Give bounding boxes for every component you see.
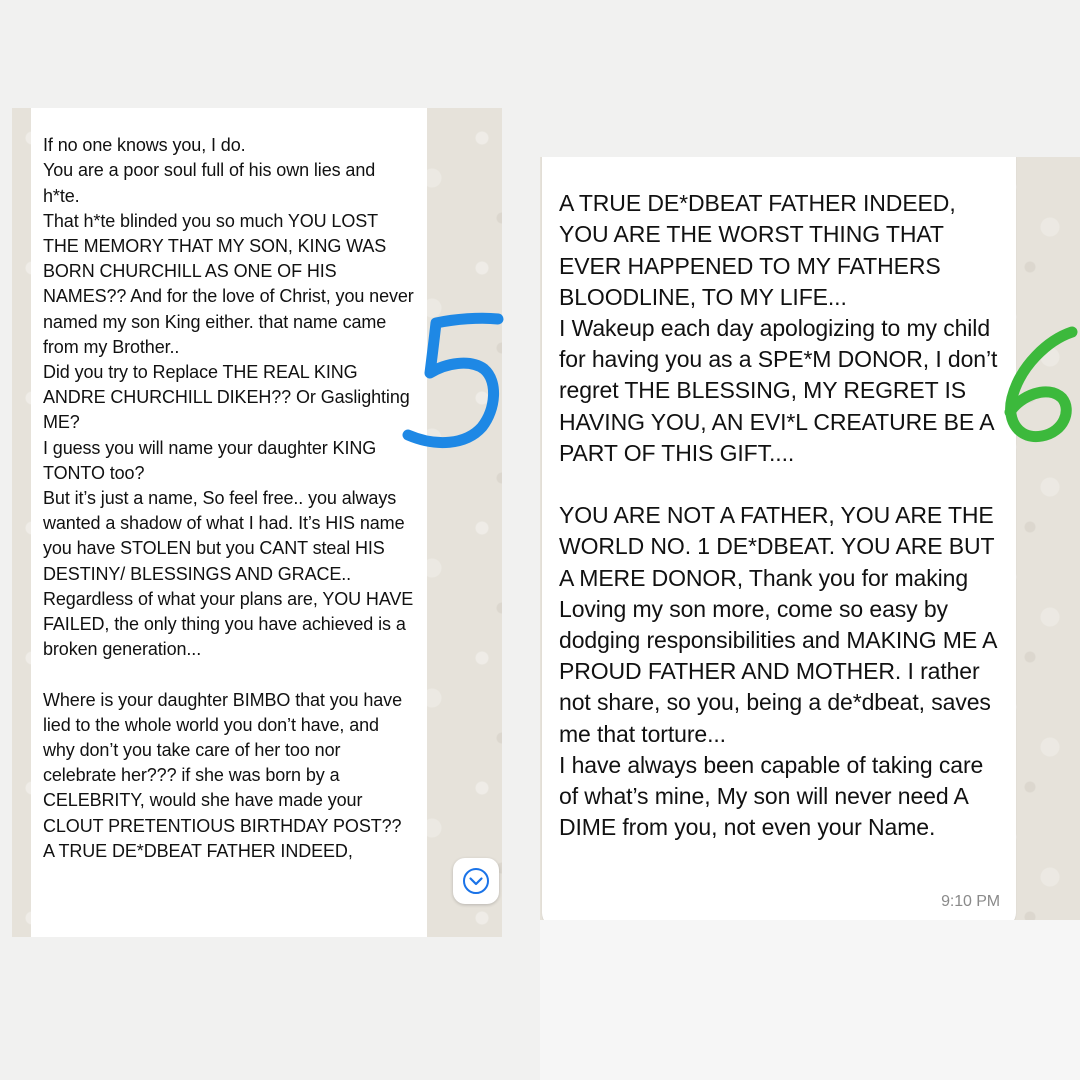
background-fill: [540, 920, 1080, 1080]
message-text: A TRUE DE*DBEAT FATHER INDEED, YOU ARE THE WORST THING THAT EVER HAPPENED TO MY FATHERS BLOODLINE, TO MY LIFE... I Wakeup each day apologizing to my child for having you as a SPE*M DONOR, I don’t regret THE BLESSING, MY REGRET IS HAVING YOU, AN EVI*L CREATURE BE A PART OF THIS GIFT.... YOU ARE NOT A FATHER, YOU ARE THE WORLD NO. 1 DE*DBEAT. YOU ARE BUT A MERE DONOR, Thank you for making Loving my son more, come so easy by dodging responsibilities and MAKING ME A PROUD FATHER AND MOTHER. I rather not share, so you, being a de*dbeat, saves me that torture... I have always been capable of taking care of what’s mine, My son will never need A DIME from you, not even your Name.: [559, 190, 998, 841]
message-text: If no one knows you, I do. You are a poor soul full of his own lies and h*te. That h*te blinded you so much YOU LOST THE MEMORY THAT MY SON, KING WAS BORN CHURCHILL AS ONE OF HIS NAMES?? And for the love of Christ, you never named my son King either. that name came from my Brother.. Did you try to Replace THE REAL KING ANDRE CHURCHILL DIKEH?? Or Gaslighting ME? I guess you will name your daughter KING TONTO too? But it’s just a name, So feel free.. you always wanted a shadow of what I had. It’s HIS name you have STOLEN but you CANT steal HIS DESTINY/ BLESSINGS AND GRACE.. Regardless of what your plans are, YOU HAVE FAILED, the only thing you have achieved is a broken generation... Where is your daughter BIMBO that you have lied to the whole world you don’t have, and why don’t you take care of her too nor celebrate her??? if she was born by a CELEBRITY, would she have made your CLOUT PRETENTIOUS BIRTHDAY POST?? A TRUE DE*DBEAT FATHER INDEED,: [43, 135, 414, 861]
message-bubble: [542, 157, 1016, 920]
message-bubble: [31, 108, 427, 937]
chat-screenshot-right: [540, 157, 1080, 920]
chevron-down-circle-icon: [462, 867, 490, 895]
annotation-number-5: [400, 305, 510, 455]
chat-screenshot-left: [12, 108, 502, 937]
annotation-number-6: [990, 318, 1080, 448]
scroll-down-button[interactable]: [453, 858, 499, 904]
message-timestamp: 9:10 PM: [941, 892, 1000, 910]
